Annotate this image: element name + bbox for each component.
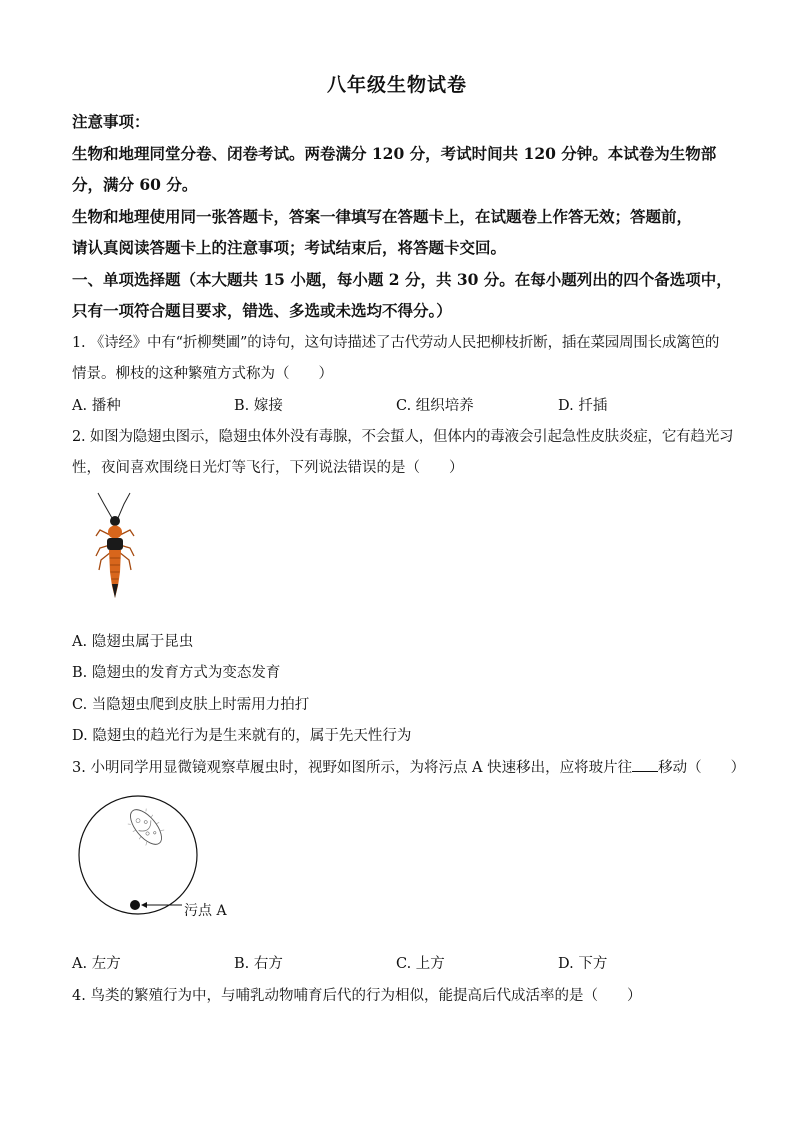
question-1-options xyxy=(72,394,732,414)
answer-blank xyxy=(632,759,658,772)
option-c: C. 上方 xyxy=(396,956,445,972)
page-title: 八年级生物试卷 xyxy=(326,74,467,96)
option-a: A. 左方 xyxy=(72,956,121,972)
rove-beetle-figure xyxy=(86,490,146,605)
option-b: B. 右方 xyxy=(234,956,283,972)
question-3-stem-part: 移动（ ） xyxy=(658,760,746,776)
question-4-stem: 4. 鸟类的繁殖行为中，与哺乳动物哺育后代的行为相似，能提高后代成活率的是（ ） xyxy=(72,988,642,1004)
option-c: C. 组织培养 xyxy=(396,398,474,414)
question-2-stem: 2. 如图为隐翅虫图示，隐翅虫体外没有毒腺，不会蜇人，但体内的毒液会引起急性皮肤炎症，它有趋光习 xyxy=(72,429,734,445)
option-d: D. 下方 xyxy=(558,956,608,972)
option-a: A. 播种 xyxy=(72,398,121,414)
question-1-stem: 情景。柳枝的这种繁殖方式称为（ ） xyxy=(72,366,333,382)
question-2-option-d: D. 隐翅虫的趋光行为是生来就有的，属于先天性行为 xyxy=(72,728,412,744)
question-2-option-a: A. 隐翅虫属于昆虫 xyxy=(72,634,194,650)
option-d: D. 扦插 xyxy=(558,398,608,414)
notice-line: 分，满分 60 分。 xyxy=(72,175,198,194)
section-heading: 只有一项符合题目要求，错选、多选或未选均不得分。） xyxy=(72,301,452,320)
question-2-option-c: C. 当隐翅虫爬到皮肤上时需用力拍打 xyxy=(72,697,310,713)
dirt-spot-label: 污点 A xyxy=(184,903,227,919)
question-2-stem: 性，夜间喜欢围绕日光灯等飞行，下列说法错误的是（ ） xyxy=(72,460,464,476)
question-3-options xyxy=(72,952,732,972)
notice-heading: 注意事项： xyxy=(72,112,150,131)
notice-line: 请认真阅读答题卡上的注意事项；考试结束后，将答题卡交回。 xyxy=(72,238,507,257)
option-b: B. 嫁接 xyxy=(234,398,283,414)
notice-line: 生物和地理同堂分卷、闭卷考试。两卷满分 120 分，考试时间共 120 分钟。本试卷为生物部 xyxy=(72,144,717,163)
section-heading: 一、单项选择题（本大题共 15 小题，每小题 2 分，共 30 分。在每小题列出的四个备选项中， xyxy=(72,270,732,289)
question-1-stem: 1. 《诗经》中有“折柳樊圃”的诗句，这句诗描述了古代劳动人民把柳枝折断，插在菜园周围长成篱笆的 xyxy=(72,335,720,351)
question-3-stem-part: 3. 小明同学用显微镜观察草履虫时，视野如图所示，为将污点 A 快速移出，应将玻片往 xyxy=(72,760,633,776)
notice-line: 生物和地理使用同一张答题卡，答案一律填写在答题卡上，在试题卷上作答无效；答题前， xyxy=(72,207,693,226)
question-3-stem xyxy=(72,756,746,777)
question-2-option-b: B. 隐翅虫的发育方式为变态发育 xyxy=(72,665,281,681)
